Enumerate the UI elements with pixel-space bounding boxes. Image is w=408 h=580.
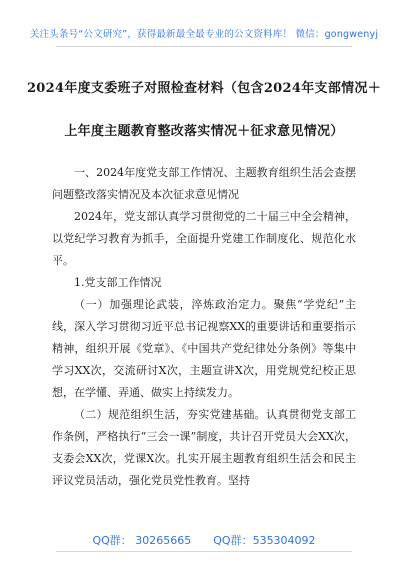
document-title-line-2: 上年度主题教育整改落实情况＋征求意见情况） xyxy=(64,124,344,139)
body-paragraph: （二）规范组织生活，夯实党建基础。认真贯彻党支部工作条例，严格执行“三会一课”制度，共计召开党员大会XX次，支委会XX次，党课X次。扎实开展主题教育组织生活会和民主评议党员活动，强化党员党性教育。坚持 xyxy=(52,408,356,487)
footer-divider xyxy=(56,551,352,552)
section-heading: 一、2024年度党支部工作情况、主题教育组织生活会查摆问题整改落实情况及本次征求意见情况 xyxy=(52,166,356,201)
qq-group-1: QQ群： 30265665 xyxy=(92,534,192,547)
subsection-heading: 1.党支部工作情况 xyxy=(74,276,162,289)
footer-contact xyxy=(0,532,408,548)
body-paragraph: 2024年，党支部认真学习贯彻党的二十届三中全会精神，以党纪学习教育为抓手，全面提升党建工作制度化、规范化水平。 xyxy=(52,210,356,267)
document-title-line-1: 2024年度支委班子对照检查材料（包含2024年支部情况＋ xyxy=(26,81,382,96)
qq-group-2: QQ群：535304092 xyxy=(213,534,316,547)
document-body xyxy=(52,162,356,492)
body-paragraph: （一）加强理论武装，淬炼政治定力。聚焦“学党纪”主线，深入学习贯彻习近平总书记视察XX的重要讲话和重要指示精神，组织开展《党章》、《中国共产党纪律处分条例》等集中学习XX次，交流研讨X次，主题宣讲X次，用党规党纪校正思想，在学懂、弄通、做实上持续发力。 xyxy=(52,298,356,399)
header-divider xyxy=(56,46,352,47)
header-watermark: 关注头条号“公文研究”，获得最新最全最专业的公文资料库！ 微信：gongwenyj xyxy=(29,29,379,40)
